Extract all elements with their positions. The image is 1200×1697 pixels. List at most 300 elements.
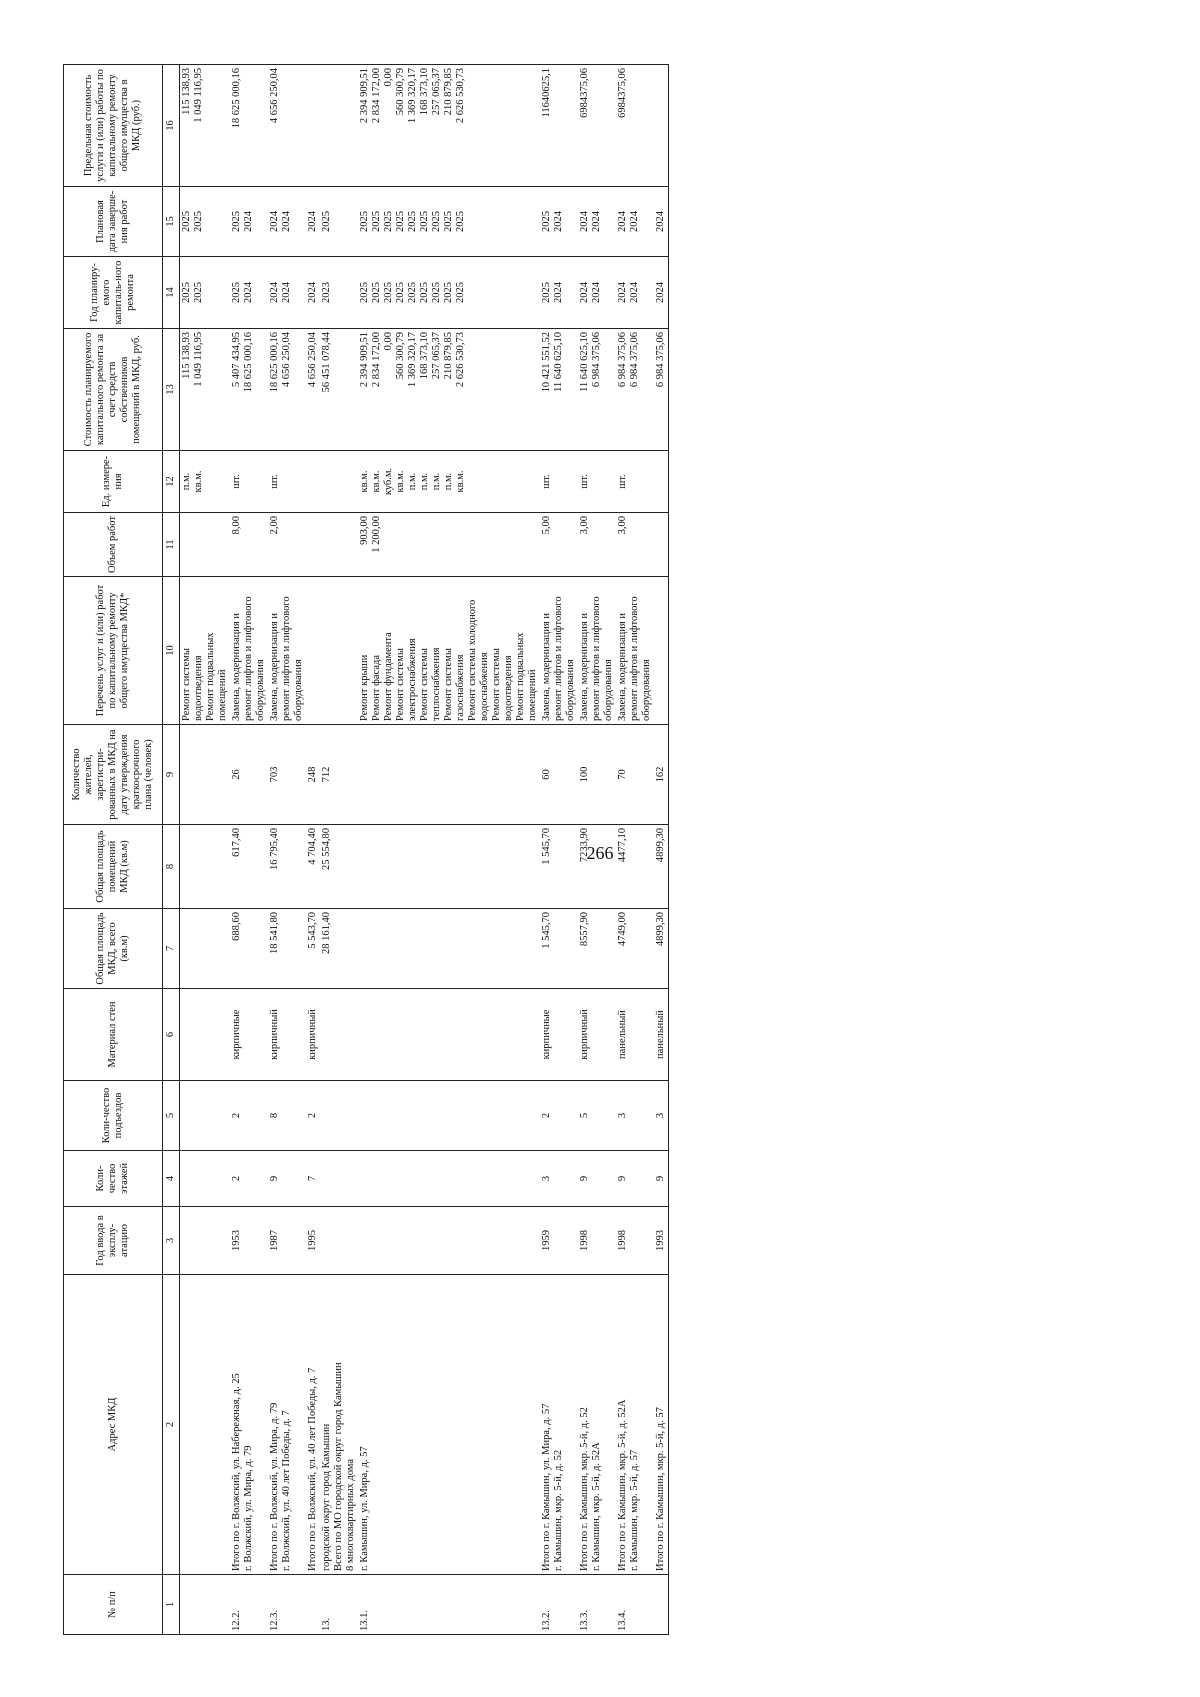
end-year-line: 2025	[359, 211, 370, 232]
cell-year	[358, 1207, 540, 1275]
column-number: 13	[163, 329, 180, 451]
cell-end-year	[540, 187, 578, 257]
address-line: Итого по г. Волжский, ул. Мира, д. 79	[269, 1402, 280, 1571]
column-header: Количество жителей, зарегистри-рованных в МКД на дату утверждения краткосрочного плана (человек)	[64, 725, 163, 825]
cell-material: кирпичные	[230, 989, 268, 1081]
works-line: Замена, модернизация и ремонт лифтов и лифтового оборудования	[617, 596, 652, 721]
cost-line: 210 879,85	[443, 332, 454, 380]
end-year-line: 2025	[383, 211, 394, 232]
cell-works	[654, 577, 669, 725]
plan-year-line: 2024	[617, 282, 628, 303]
limit-line: 2 394 909,51	[359, 68, 370, 124]
limit-line: 115 138,93	[181, 68, 192, 115]
cell-address	[654, 1275, 669, 1575]
cell-volume	[616, 513, 654, 577]
cell-num: 13.4.	[616, 1575, 654, 1635]
cell-end-year	[320, 187, 358, 257]
cell-limit	[320, 65, 358, 187]
cost-line: 18 625 000,16	[269, 332, 280, 393]
cost-line: 5 407 434,95	[231, 332, 242, 388]
cell-area-rooms: 4899,30	[654, 825, 669, 909]
cell-unit	[180, 451, 231, 513]
cell-end-year	[654, 187, 669, 257]
column-number: 7	[163, 909, 180, 989]
cell-plan-year	[358, 257, 540, 329]
end-year-line: 2025	[321, 211, 332, 232]
cell-num: 13.1.	[358, 1575, 540, 1635]
column-number-row	[163, 65, 180, 1635]
cell-area-total: 5 543,70	[306, 909, 320, 989]
cost-line: 6 984 375,06	[655, 332, 666, 388]
cell-year	[180, 1207, 231, 1275]
cell-area-total: 28 161,40	[320, 909, 358, 989]
plan-year-line: 2023	[321, 282, 332, 303]
limit-line: 6984375,06	[617, 68, 628, 118]
plan-year-line: 2025	[359, 282, 370, 303]
cell-entrances: 2	[230, 1081, 268, 1151]
volume-line: 5,00	[541, 516, 552, 535]
cell-entrances	[180, 1081, 231, 1151]
column-number: 9	[163, 725, 180, 825]
end-year-line: 2025	[371, 211, 382, 232]
plan-year-line: 2025	[419, 282, 430, 303]
cell-limit	[540, 65, 578, 187]
cell-floors: 7	[306, 1151, 320, 1207]
cell-address	[268, 1275, 306, 1575]
cell-num: 12.3.	[268, 1575, 306, 1635]
cell-entrances: 2	[540, 1081, 578, 1151]
cell-year: 1987	[268, 1207, 306, 1275]
column-header: Год ввода в эксплу-атацию	[64, 1207, 163, 1275]
end-year-line: 2024	[655, 211, 666, 232]
end-year-line: 2024	[269, 211, 280, 232]
cell-floors	[180, 1151, 231, 1207]
plan-year-line: 2024	[629, 282, 640, 303]
cell-area-total: 18 541,80	[268, 909, 306, 989]
cell-limit	[654, 65, 669, 187]
volume-line: 1 200,00	[371, 516, 382, 553]
works-line: Ремонт системы холодного водоснабжения	[467, 599, 490, 721]
unit-line: шт.	[269, 474, 280, 489]
column-number: 1	[163, 1575, 180, 1635]
cell-material: кирпичный	[268, 989, 306, 1081]
cell-works	[540, 577, 578, 725]
cost-line: 11 640 625,10	[579, 332, 590, 392]
cost-line: 257 065,37	[431, 332, 442, 380]
unit-line: шт.	[579, 474, 590, 489]
volume-line	[395, 516, 407, 573]
cell-entrances: 2	[306, 1081, 320, 1151]
volume-line: 3,00	[617, 516, 628, 535]
plan-year-line: 2025	[193, 282, 204, 303]
cell-residents: 70	[616, 725, 654, 825]
cell-cost	[540, 329, 578, 451]
end-year-line: 2025	[443, 211, 454, 232]
address-line: г. Камышин, мкр. 5-й, д. 52А	[591, 1442, 602, 1571]
unit-line: шт.	[541, 474, 552, 489]
cell-works	[268, 577, 306, 725]
end-year-line: 2025	[431, 211, 442, 232]
page-number: 266	[586, 843, 614, 863]
column-header: Материал стен	[64, 989, 163, 1081]
cell-year: 1953	[230, 1207, 268, 1275]
repair-plan-table	[63, 64, 669, 1635]
cell-num: 12.2.	[230, 1575, 268, 1635]
volume-line	[431, 516, 443, 573]
plan-year-line: 2024	[579, 282, 590, 303]
table-row	[358, 65, 540, 1635]
cell-floors: 2	[230, 1151, 268, 1207]
cell-material	[180, 989, 231, 1081]
cell-plan-year	[230, 257, 268, 329]
column-number: 14	[163, 257, 180, 329]
volume-line	[193, 516, 205, 573]
plan-year-line: 2025	[443, 282, 454, 303]
cell-material: кирпичный	[578, 989, 616, 1081]
column-number: 2	[163, 1275, 180, 1575]
unit-line: п.м.	[443, 472, 454, 491]
unit-line: п.м.	[431, 472, 442, 491]
cell-limit	[358, 65, 540, 187]
volume-line	[455, 516, 467, 573]
cost-line: 1 369 320,17	[407, 332, 418, 388]
end-year-line: 2025	[455, 211, 466, 232]
end-year-line: 2025	[193, 211, 204, 232]
works-line: Ремонт системы газоснабжения	[443, 648, 466, 721]
cell-material	[320, 989, 358, 1081]
cell-num	[180, 1575, 231, 1635]
limit-line: 560 300,79	[395, 68, 406, 116]
cell-area-rooms	[180, 825, 231, 909]
cell-num	[654, 1575, 669, 1635]
cell-area-total: 4899,30	[654, 909, 669, 989]
cell-unit	[654, 451, 669, 513]
cell-material: кирпичные	[540, 989, 578, 1081]
volume-line: 3,00	[579, 516, 590, 535]
works-line: Замена, модернизация и ремонт лифтов и лифтового оборудования	[579, 596, 614, 721]
cell-area-total: 688,60	[230, 909, 268, 989]
address-line: Итого по г. Камышин, мкр. 5-й, д. 57	[655, 1407, 666, 1571]
cell-floors	[320, 1151, 358, 1207]
column-header: Объем работ	[64, 513, 163, 577]
works-line: Замена, модернизация и ремонт лифтов и лифтового оборудования	[231, 596, 266, 721]
column-header: Ед. измере-ния	[64, 451, 163, 513]
plan-year-line: 2024	[591, 282, 602, 303]
repair-plan-sheet	[63, 65, 1153, 1635]
table-row	[616, 65, 654, 1635]
cell-area-total: 8557,90	[578, 909, 616, 989]
volume-line	[383, 516, 395, 573]
cell-floors	[358, 1151, 540, 1207]
column-number: 5	[163, 1081, 180, 1151]
cell-area-total	[358, 909, 540, 989]
works-line: Замена, модернизация и ремонт лифтов и лифтового оборудования	[541, 596, 576, 721]
cell-residents: 162	[654, 725, 669, 825]
cost-line: 18 625 000,16	[243, 332, 254, 393]
cell-entrances	[358, 1081, 540, 1151]
plan-year-line: 2025	[541, 282, 552, 303]
works-line: Ремонт системы теплоснабжения	[419, 647, 442, 721]
table-row	[306, 65, 320, 1635]
plan-year-line: 2025	[395, 282, 406, 303]
table-row	[654, 65, 669, 1635]
unit-line: кв.м.	[395, 470, 406, 493]
plan-year-line: 2025	[407, 282, 418, 303]
cost-line: 560 300,79	[395, 332, 406, 380]
end-year-line: 2025	[419, 211, 430, 232]
table-row	[180, 65, 231, 1635]
address-line: г. Камышин, ул. Мира, д. 57	[359, 1446, 370, 1571]
end-year-line: 2024	[579, 211, 590, 232]
column-header: Перечень услуг и (или) работ по капитальному ремонту общего имущества МКД*	[64, 577, 163, 725]
cell-residents	[180, 725, 231, 825]
cell-residents: 26	[230, 725, 268, 825]
column-header: Коли-чество подъездов	[64, 1081, 163, 1151]
address-line: Итого по г. Камышин, мкр. 5-й, д. 52А	[617, 1399, 628, 1571]
cell-year	[320, 1207, 358, 1275]
works-line: Замена, модернизация и ремонт лифтов и лифтового оборудования	[269, 596, 304, 721]
works-line: Ремонт фундамента	[383, 632, 394, 721]
cell-num: 13.	[320, 1575, 358, 1635]
cell-volume	[320, 513, 358, 577]
cell-unit	[230, 451, 268, 513]
cell-unit	[540, 451, 578, 513]
volume-line: 8,00	[231, 516, 242, 535]
cell-area-rooms: 25 554,80	[320, 825, 358, 909]
cell-end-year	[268, 187, 306, 257]
volume-line: 903,00	[359, 516, 370, 545]
cell-cost	[578, 329, 616, 451]
cell-cost	[616, 329, 654, 451]
cell-unit	[616, 451, 654, 513]
cell-entrances: 3	[654, 1081, 669, 1151]
column-header: № п/п	[64, 1575, 163, 1635]
plan-year-line: 2024	[243, 282, 254, 303]
plan-year-line: 2025	[231, 282, 242, 303]
cell-volume	[540, 513, 578, 577]
cell-plan-year	[654, 257, 669, 329]
volume-line: 2,00	[269, 516, 280, 535]
unit-line: п.м.	[407, 472, 418, 491]
cell-end-year	[578, 187, 616, 257]
works-line: Ремонт подвальных помещений	[515, 632, 538, 721]
limit-line: 4 656 250,04	[269, 68, 280, 124]
cell-volume	[306, 513, 320, 577]
works-line: Ремонт системы электроснабжения	[395, 638, 418, 721]
cell-floors: 3	[540, 1151, 578, 1207]
end-year-line: 2025	[231, 211, 242, 232]
cell-area-rooms: 1 545,70	[540, 825, 578, 909]
end-year-line: 2024	[617, 211, 628, 232]
column-header: Общая площадь помещений МКД (кв.м)	[64, 825, 163, 909]
column-header: Общая площадь МКД, всего (кв.м)	[64, 909, 163, 989]
plan-year-line: 2025	[181, 282, 192, 303]
cell-residents: 100	[578, 725, 616, 825]
cell-material: панельный	[654, 989, 669, 1081]
cell-year: 1995	[306, 1207, 320, 1275]
cost-line: 4 656 250,04	[281, 332, 292, 388]
works-line: Ремонт системы водоотведения	[491, 648, 514, 721]
end-year-line: 2024	[281, 211, 292, 232]
cell-floors: 9	[654, 1151, 669, 1207]
unit-line: п.м.	[419, 472, 430, 491]
cell-material: кирпичный	[306, 989, 320, 1081]
cell-area-rooms: 4477,10	[616, 825, 654, 909]
cell-limit	[230, 65, 268, 187]
address-line: городской округ город Камышин	[321, 1423, 332, 1571]
column-header: Предельная стоимость услуги и (или) работы по капитальному ремонту общего имущества в МКД (руб.)	[64, 65, 163, 187]
address-line: г. Волжский, ул. Мира, д. 79	[243, 1445, 254, 1571]
cell-plan-year	[540, 257, 578, 329]
cell-limit	[306, 65, 320, 187]
column-number: 6	[163, 989, 180, 1081]
cell-year: 1959	[540, 1207, 578, 1275]
address-line: Итого по г. Камышин, ул. Мира, д. 57	[541, 1403, 552, 1571]
cell-end-year	[358, 187, 540, 257]
column-header: Адрес МКД	[64, 1275, 163, 1575]
header-row	[64, 65, 163, 1635]
cell-works	[180, 577, 231, 725]
cell-floors: 9	[616, 1151, 654, 1207]
cell-area-rooms: 7233,90	[578, 825, 616, 909]
unit-line: шт.	[231, 474, 242, 489]
address-line: Итого по г. Волжский, ул. 40 лет Победы, д. 7	[307, 1367, 318, 1571]
end-year-line: 2025	[181, 211, 192, 232]
cell-address	[540, 1275, 578, 1575]
cell-address	[616, 1275, 654, 1575]
cell-entrances: 5	[578, 1081, 616, 1151]
address-line: г. Камышин, мкр. 5-й, д. 57	[629, 1449, 640, 1571]
limit-line: 2 834 172,00	[371, 68, 382, 124]
cell-area-rooms	[358, 825, 540, 909]
column-header: Год планиру-емого капиталь-ного ремонта	[64, 257, 163, 329]
limit-line: 1 049 116,95	[193, 68, 204, 123]
cost-line: 10 421 551,52	[541, 332, 552, 393]
cell-cost	[268, 329, 306, 451]
column-header: Плановая дата заверше-ния работ	[64, 187, 163, 257]
column-header: Стоимость планируемого капитального ремонта за счет средств собственников помещений в МКД, руб.	[64, 329, 163, 451]
volume-line	[407, 516, 419, 573]
cell-num: 13.3.	[578, 1575, 616, 1635]
cell-area-rooms: 617,40	[230, 825, 268, 909]
column-header: Коли-чество этажей	[64, 1151, 163, 1207]
unit-line: п.м.	[181, 472, 192, 491]
cell-area-rooms: 4 704,40	[306, 825, 320, 909]
limit-line: 257 065,37	[431, 68, 442, 116]
volume-line	[181, 516, 193, 573]
end-year-line: 2024	[591, 211, 602, 232]
unit-line: куб.м.	[383, 467, 394, 496]
cell-volume	[268, 513, 306, 577]
address-line: Всего по МО городской округ город Камышин	[333, 1362, 344, 1571]
cost-line: 56 451 078,44	[321, 332, 332, 393]
cell-entrances	[320, 1081, 358, 1151]
cell-plan-year	[268, 257, 306, 329]
cell-end-year	[180, 187, 231, 257]
unit-line: шт.	[617, 474, 628, 489]
cell-residents	[358, 725, 540, 825]
cell-cost	[180, 329, 231, 451]
end-year-line: 2024	[553, 211, 564, 232]
works-line: Ремонт крыши	[359, 654, 370, 721]
cell-end-year	[616, 187, 654, 257]
cost-line: 1 049 116,95	[193, 332, 204, 387]
limit-line: 11640625,1	[541, 68, 552, 118]
cost-line: 11 640 625,10	[553, 332, 564, 392]
cell-address	[578, 1275, 616, 1575]
cell-works	[320, 577, 358, 725]
cell-area-total	[180, 909, 231, 989]
cell-year: 1998	[578, 1207, 616, 1275]
column-number: 11	[163, 513, 180, 577]
cell-address	[320, 1275, 358, 1575]
cell-material: панельный	[616, 989, 654, 1081]
limit-line: 2 626 530,73	[455, 68, 466, 124]
plan-year-line: 2025	[383, 282, 394, 303]
cost-line: 2 626 530,73	[455, 332, 466, 388]
cell-volume	[230, 513, 268, 577]
cell-area-total: 4749,00	[616, 909, 654, 989]
cell-residents: 60	[540, 725, 578, 825]
cell-year: 1998	[616, 1207, 654, 1275]
cell-limit	[616, 65, 654, 187]
cell-address	[180, 1275, 231, 1575]
plan-year-line: 2024	[553, 282, 564, 303]
cell-works	[358, 577, 540, 725]
cell-area-rooms: 16 795,40	[268, 825, 306, 909]
cost-line: 6 984 375,06	[629, 332, 640, 388]
plan-year-line: 2024	[307, 282, 318, 303]
cell-end-year	[306, 187, 320, 257]
plan-year-line: 2025	[455, 282, 466, 303]
cell-num: 13.2.	[540, 1575, 578, 1635]
column-number: 16	[163, 65, 180, 187]
address-line: г. Волжский, ул. 40 лет Победы, д. 7	[281, 1410, 292, 1571]
cost-line: 6 984 375,06	[617, 332, 628, 388]
cell-residents: 248	[306, 725, 320, 825]
cell-limit	[180, 65, 231, 187]
cell-year: 1993	[654, 1207, 669, 1275]
cost-line: 2 834 172,00	[371, 332, 382, 388]
table-row	[230, 65, 268, 1635]
cell-works	[306, 577, 320, 725]
cost-line: 0,00	[383, 332, 394, 351]
plan-year-line: 2025	[371, 282, 382, 303]
table-row	[268, 65, 306, 1635]
unit-line: кв.м.	[193, 470, 204, 493]
cell-plan-year	[180, 257, 231, 329]
cost-line: 4 656 250,04	[307, 332, 318, 388]
cell-plan-year	[320, 257, 358, 329]
cell-unit	[268, 451, 306, 513]
cost-line: 6 984 375,06	[591, 332, 602, 388]
address-line: Итого по г. Волжский, ул. Набережная, д. 25	[231, 1373, 242, 1571]
cell-unit	[578, 451, 616, 513]
table-row	[320, 65, 358, 1635]
cell-entrances: 3	[616, 1081, 654, 1151]
column-number: 4	[163, 1151, 180, 1207]
limit-line: 168 373,10	[419, 68, 430, 116]
cell-unit	[306, 451, 320, 513]
cell-plan-year	[578, 257, 616, 329]
limit-line: 0,00	[383, 68, 394, 87]
limit-line: 1 369 320,17	[407, 68, 418, 124]
limit-line: 18 625 000,16	[231, 68, 242, 129]
cell-floors: 9	[268, 1151, 306, 1207]
cost-line: 168 373,10	[419, 332, 430, 380]
plan-year-line: 2024	[269, 282, 280, 303]
cell-works	[230, 577, 268, 725]
